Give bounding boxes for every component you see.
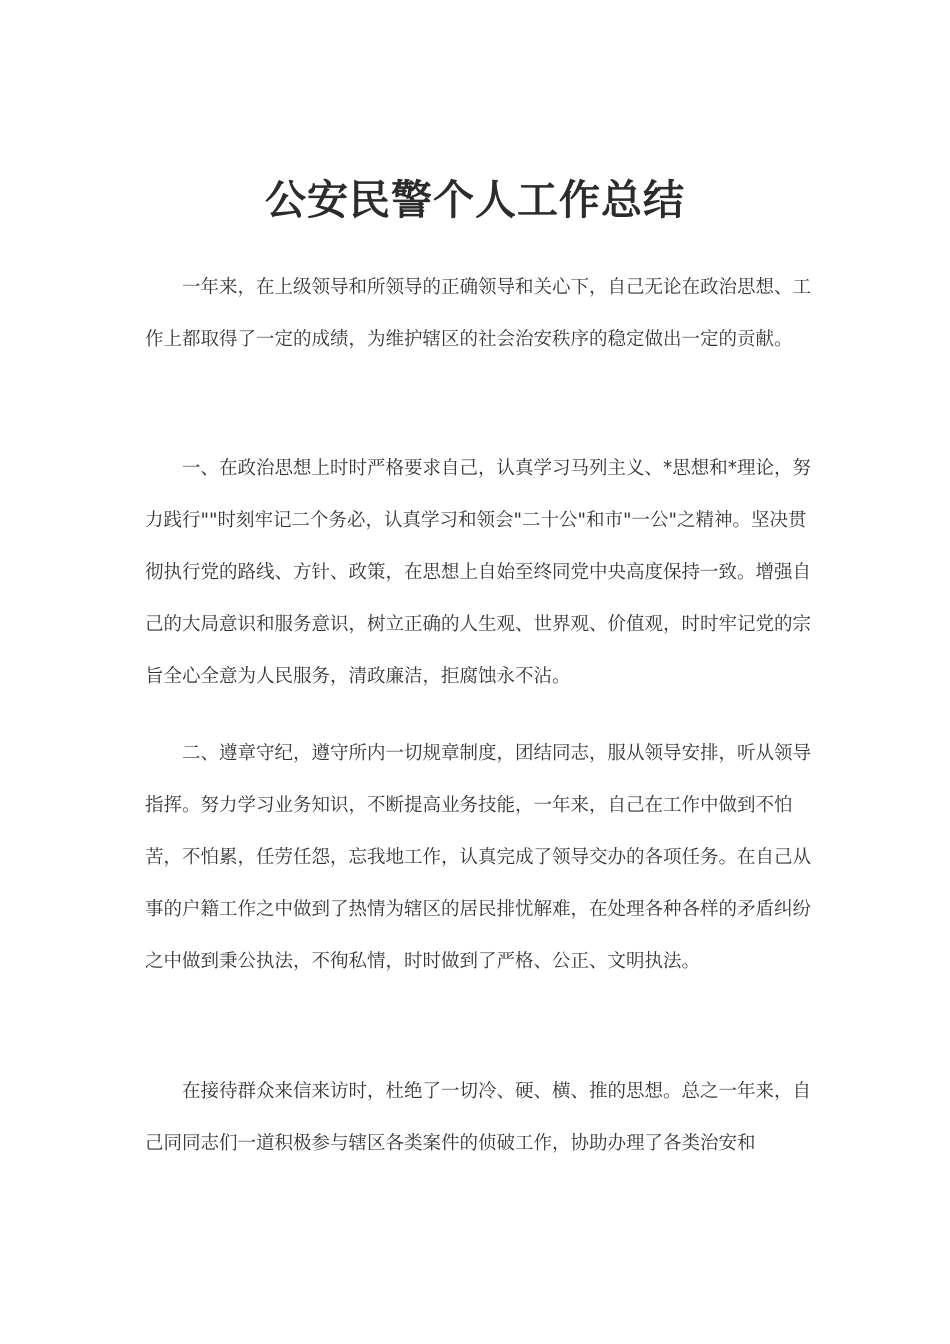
paragraph-intro: 一年来，在上级领导和所领导的正确领导和关心下，自己无论在政治思想、工作上都取得了一定的成绩，为维护辖区的社会治安秩序的稳定做出一定的贡献。 <box>145 277 812 350</box>
paragraph-political-thought: 一、在政治思想上时时严格要求自己，认真学习马列主义、*思想和*理论，努力践行""时刻牢记二个务必，认真学习和领会"二十公"和市"一公"之精神。坚决贯彻执行党的路线、方针、政策，在思想上自始至终同党中央高度保持一致。增强自己的大局意识和服务意识，树立正确的人生观、世界观、价值观，时时牢记党的宗旨全心全意为人民服务，清政廉洁，拒腐蚀永不沾。 <box>145 458 812 687</box>
document-title: 公安民警个人工作总结 <box>265 176 685 224</box>
paragraph-reception: 在接待群众来信来访时，杜绝了一切冷、硬、横、推的思想。总之一年来，自己同同志们一道积极参与辖区各类案件的侦破工作，协助办理了各类治安和 <box>145 1081 812 1154</box>
paragraph-discipline: 二、遵章守纪，遵守所内一切规章制度，团结同志，服从领导安排，听从领导指挥。努力学习业务知识，不断提高业务技能，一年来，自己在工作中做到不怕苦，不怕累，任劳任怨，忘我地工作，认真完成了领导交办的各项任务。在自己从事的户籍工作之中做到了热情为辖区的居民排忧解难，在处理各种各样的矛盾纠纷之中做到秉公执法，不徇私情，时时做到了严格、公正、文明执法。 <box>145 743 812 972</box>
